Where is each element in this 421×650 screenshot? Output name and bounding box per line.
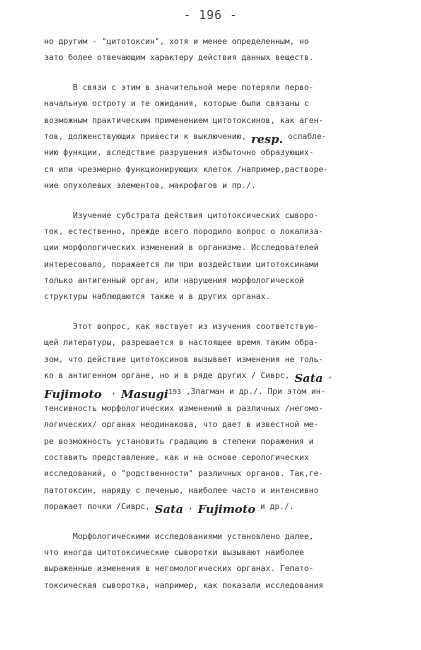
- text-run: Морфологическими исследованиями установлено далее,: [44, 531, 314, 541]
- text-run: зато более отвечающим характеру действия данных веществ.: [44, 53, 314, 63]
- paragraph: [44, 208, 414, 306]
- text-line: [44, 499, 414, 515]
- text-run: зом, что действие цитотоксинов вызывает изменения не толь-: [44, 354, 324, 364]
- text-line: [44, 34, 414, 50]
- handwritten-insert: Sata: [154, 502, 184, 516]
- text-run: ток, естественно, прежде всего породило вопрос о локализа-: [44, 226, 324, 236]
- text-run: но другим - "цитотоксин", хотя и менее определенным, но: [44, 37, 309, 46]
- paragraph-gap: [44, 306, 414, 319]
- text-run: составить представление, как и на основе серологических: [44, 452, 309, 462]
- text-run: возможным практическим применением цитотоксинов, как аген-: [44, 115, 324, 125]
- text-run: Этот вопрос, как явствует из изучения соответствую-: [44, 321, 319, 331]
- text-line: [44, 178, 414, 194]
- text-run: только антигенный орган, или нарушения морфологической: [44, 276, 305, 286]
- text-line: [44, 335, 414, 351]
- paragraph: [44, 80, 414, 195]
- text-line: [44, 561, 414, 577]
- text-run: ся или чрезмерно функционирующих клеток /например,растворе-: [44, 164, 329, 174]
- paragraph-gap: [44, 516, 414, 529]
- text-run: логических/ органах неодинакова, что дает в известной ме-: [44, 420, 319, 430]
- text-run: ре возможность установить градацию в степени поражения и: [44, 436, 314, 446]
- handwritten-insert: resp.: [251, 132, 284, 146]
- text-run: тов, долженствующих привести к выключению,: [44, 131, 252, 141]
- text-run: ослабле-: [283, 131, 327, 141]
- handwritten-insert: Fujimoto: [197, 502, 256, 516]
- text-run: ко в антигенном органе, но и в ряде других / Сиврс,: [44, 371, 295, 381]
- handwritten-insert: Fujimoto: [44, 387, 102, 401]
- text-run: ние опухолевых элементов, макрофагов и пр./.: [44, 181, 256, 191]
- text-line: [44, 578, 414, 594]
- text-run: структуры наблюдаются также и в других органах.: [44, 292, 271, 302]
- text-line: [44, 80, 414, 96]
- paragraph: [44, 34, 414, 67]
- text-run: Изучение субстрата действия цитотоксических сыворо-: [44, 210, 319, 220]
- text-line: [44, 50, 414, 66]
- text-line: [44, 417, 414, 433]
- paragraph-gap: [44, 195, 414, 208]
- text-line: [44, 257, 414, 273]
- text-run: и др./.: [255, 502, 294, 512]
- text-run: интересовало, поражается ли при воздействии цитотоксинами: [44, 259, 319, 269]
- text-run: В связи с этим в значительной мере потеряли перво-: [44, 82, 314, 92]
- handwritten-insert: Masugi: [120, 387, 169, 401]
- text-run: ,: [183, 502, 198, 512]
- handwritten-insert: Sata: [294, 371, 323, 385]
- text-run: ,: [322, 371, 333, 381]
- text-line: [44, 208, 414, 224]
- text-line: [44, 113, 414, 129]
- body-text: [44, 34, 414, 594]
- text-line: [44, 289, 414, 305]
- page-number: - 196 -: [183, 8, 238, 22]
- superscript-reference: 193: [168, 388, 182, 397]
- text-line: [44, 368, 414, 384]
- text-line: [44, 240, 414, 256]
- text-line: [44, 145, 414, 161]
- text-line: [44, 384, 414, 400]
- paragraph: [44, 529, 414, 595]
- text-line: [44, 319, 414, 335]
- text-line: [44, 129, 414, 145]
- text-run: патотоксин, наряду с печенью, наиболее часто и интенсивно: [44, 485, 319, 495]
- text-line: [44, 529, 414, 545]
- text-run: токсическая сыворотка, например, как показали исследования: [44, 580, 324, 590]
- text-line: [44, 434, 414, 450]
- text-run: ,Злагман и др./. При этом ин-: [181, 387, 326, 397]
- text-run: исследований, о "родственности" различных органов. Так,ге-: [44, 469, 324, 479]
- text-line: [44, 162, 414, 178]
- text-run: ,: [101, 387, 121, 397]
- paragraph-gap: [44, 67, 414, 80]
- text-line: [44, 273, 414, 289]
- text-run: начальную остроту и те ожидания, которые были связаны с: [44, 99, 309, 109]
- paragraph: [44, 319, 414, 516]
- text-run: выраженные изменения в негомологических органах. Гепато-: [44, 564, 314, 574]
- text-run: тенсивность морфологических изменений в различных /негомо-: [44, 403, 324, 413]
- text-line: [44, 466, 414, 482]
- text-run: щей литературы, разрешается в настоящее время таким обра-: [44, 338, 319, 348]
- text-run: нию функции, вследствие разрушения избыточно образующих-: [44, 148, 314, 158]
- text-run: ции морфологических изменений в организме. Исследователей: [44, 243, 319, 253]
- text-line: [44, 401, 414, 417]
- text-line: [44, 483, 414, 499]
- text-run: поражает почки /Сиврс,: [44, 502, 155, 512]
- text-line: [44, 224, 414, 240]
- text-run: что иногда цитотоксические сыворотки вызывают наиболее: [44, 547, 305, 557]
- text-line: [44, 96, 414, 112]
- text-line: [44, 352, 414, 368]
- text-line: [44, 450, 414, 466]
- text-line: [44, 545, 414, 561]
